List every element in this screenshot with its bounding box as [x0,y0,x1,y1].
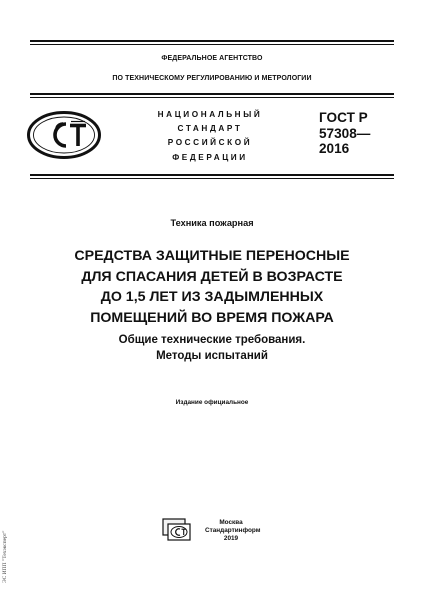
agency-line-2: ПО ТЕХНИЧЕСКОМУ РЕГУЛИРОВАНИЮ И МЕТРОЛОГИИ [112,75,312,82]
title-line: ДЛЯ СПАСАНИЯ ДЕТЕЙ В ВОЗРАСТЕ [81,268,343,285]
document-title [0,246,424,328]
document-kind: Техника пожарная [170,218,254,228]
gost-line: 2016 [319,141,350,156]
national-line: РОССИЙСКОЙ [167,138,253,148]
subtitle-line: Общие технические требования. [118,334,306,346]
edition-label: Издание официальное [175,399,249,406]
title-line: ПОМЕЩЕНИЙ ВО ВРЕМЯ ПОЖАРА [90,309,334,326]
gost-line: 57308— [319,125,371,141]
publisher-info [205,519,261,544]
subtitle-line: Методы испытаний [156,350,268,362]
middle-rule-thin [30,97,394,98]
lower-rule-thin [30,178,394,179]
middle-rule-thick [30,93,394,95]
title-line: СРЕДСТВА ЗАЩИТНЫЕ ПЕРЕНОСНЫЕ [74,248,350,264]
gost-line: ГОСТ Р [319,110,368,125]
lower-rule-thick [30,174,394,176]
standartinform-logo-icon [162,518,194,542]
publisher-year: 2019 [223,535,239,543]
national-line: СТАНДАРТ [177,124,243,134]
publisher-city: Москва [219,519,243,526]
agency-line-1: ФЕДЕРАЛЬНОЕ АГЕНТСТВО [161,55,263,62]
top-rule-thick [30,40,394,42]
document-subtitle [0,332,424,364]
national-standard-label [130,108,290,165]
national-line: НАЦИОНАЛЬНЫЙ [157,110,263,119]
gost-number [319,110,370,157]
side-watermark-note: ЭС ИПП "Техэксперт" [2,530,8,583]
gost-r-emblem-icon [26,110,102,160]
top-rule-thin [30,44,394,45]
national-line: ФЕДЕРАЦИИ [172,152,248,162]
publisher-name: Стандартинформ [205,527,261,535]
title-line: ДО 1,5 ЛЕТ ИЗ ЗАДЫМЛЕННЫХ [100,289,324,305]
